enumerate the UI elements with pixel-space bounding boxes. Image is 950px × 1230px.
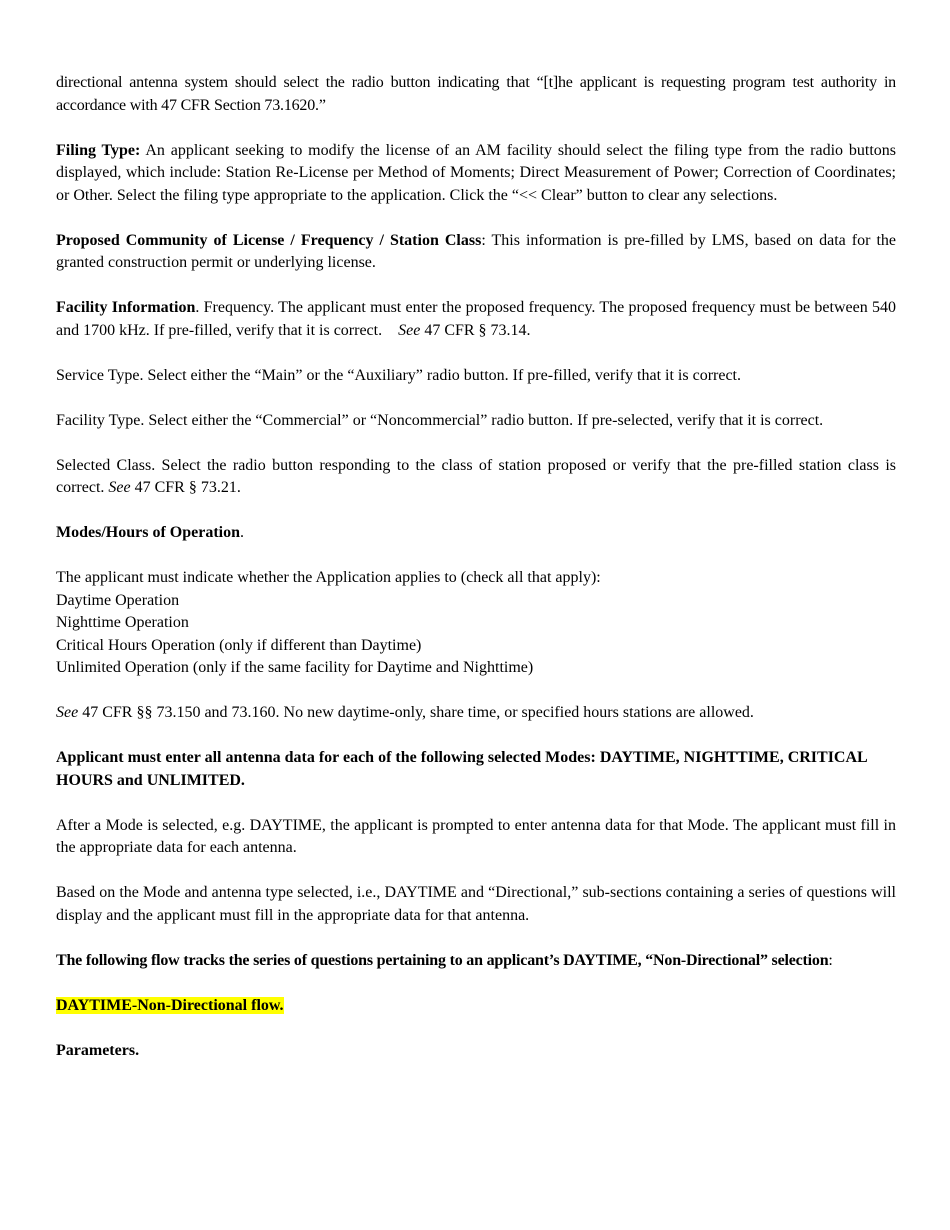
antenna-notice-paragraph: [56, 747, 896, 792]
modes-hours-paragraph: [56, 522, 896, 545]
selected-class-see: See: [108, 479, 131, 496]
facility-information-paragraph: [56, 297, 896, 342]
see-note-see: See: [56, 704, 79, 721]
mode-selected-text: After a Mode is selected, e.g. DAYTIME, the applicant is prompted to enter antenna data for that Mode. The applicant must fill in the appropriate data for each antenna.: [56, 816, 896, 856]
modes-hours-heading: Modes/Hours of Operation: [56, 524, 240, 541]
proposed-community-heading: Proposed Community of License / Frequency / Station Class: [56, 231, 482, 249]
flow-intro-paragraph: [56, 950, 896, 973]
facility-information-cite: 47 CFR § 73.14.: [424, 321, 531, 339]
flow-intro-suffix: :: [828, 951, 833, 969]
mode-selected-paragraph: [56, 815, 896, 860]
modes-list-paragraph: [56, 567, 896, 680]
facility-information-heading: Facility Information: [56, 299, 196, 316]
modes-list-intro: The applicant must indicate whether the Application applies to (check all that apply):: [56, 569, 601, 586]
modes-list-item: Critical Hours Operation (only if different than Daytime): [56, 636, 422, 654]
modes-list-item: Unlimited Operation (only if the same facility for Daytime and Nighttime): [56, 659, 534, 676]
proposed-community-paragraph: [56, 230, 896, 275]
flow-heading-text: DAYTIME-Non-Directional flow.: [56, 996, 284, 1014]
filing-type-heading: Filing Type:: [56, 141, 141, 159]
see-note-paragraph: [56, 702, 896, 725]
facility-information-see: See: [398, 321, 421, 339]
mode-antenna-text: Based on the Mode and antenna type selected, i.e., DAYTIME and “Directional,” sub-sections containing a series of questions will display and the applicant must fill in the appropriate data for that antenna.: [56, 884, 896, 924]
mode-antenna-paragraph: [56, 882, 896, 927]
selected-class-body: Selected Class. Select the radio button responding to the class of station proposed or verify that the pre-filled station class is correct.: [56, 456, 896, 496]
see-note-text: 47 CFR §§ 73.150 and 73.160. No new daytime-only, share time, or specified hours stations are allowed.: [82, 704, 754, 721]
service-type-paragraph: [56, 365, 896, 388]
parameters-text: Parameters.: [56, 1041, 140, 1059]
intro-paragraph: [56, 72, 896, 117]
modes-hours-suffix: .: [240, 524, 244, 541]
intro-text: directional antenna system should select the radio button indicating that “[t]he applicant is requesting program test authority in accordance with 47 CFR Section 73.1620.”: [56, 74, 896, 114]
facility-type-text: Facility Type. Select either the “Commercial” or “Noncommercial” radio button. If pre-selected, verify that it is correct.: [56, 411, 824, 429]
facility-type-paragraph: [56, 410, 896, 433]
selected-class-paragraph: [56, 455, 896, 500]
filing-type-paragraph: [56, 140, 896, 208]
flow-intro-text: The following flow tracks the series of questions pertaining to an applicant’s DAYTIME, “Non-Directional” selection: [56, 951, 829, 969]
selected-class-cite: 47 CFR § 73.21.: [134, 479, 241, 496]
parameters-paragraph: [56, 1040, 896, 1063]
flow-heading-paragraph: [56, 995, 896, 1018]
modes-list-item: Nighttime Operation: [56, 614, 189, 631]
filing-type-body: An applicant seeking to modify the license of an AM facility should select the filing type from the radio buttons displayed, which include: Station Re-License per Method of Moments; Direct Measurement of Power; Correction of Coordinates; or Other. Select the filing type appropriate to the application. Click the “<< Clear” button to clear any selections.: [56, 141, 896, 204]
modes-list-item: Daytime Operation: [56, 591, 180, 609]
facility-information-body: . Frequency. The applicant must enter the proposed frequency. The proposed frequency must be between 540 and 1700 kHz. If pre-filled, verify that it is correct.: [56, 299, 896, 339]
proposed-community-body: : This information is pre-filled by LMS, based on data for the granted construction permit or underlying license.: [56, 231, 897, 271]
service-type-text: Service Type. Select either the “Main” or the “Auxiliary” radio button. If pre-filled, verify that it is correct.: [56, 366, 741, 384]
antenna-notice-text: Applicant must enter all antenna data for each of the following selected Modes: DAYTIME, NIGHTTIME, CRITICAL HOURS and UNLIMITED.: [56, 749, 867, 789]
document-page: [56, 72, 896, 1085]
